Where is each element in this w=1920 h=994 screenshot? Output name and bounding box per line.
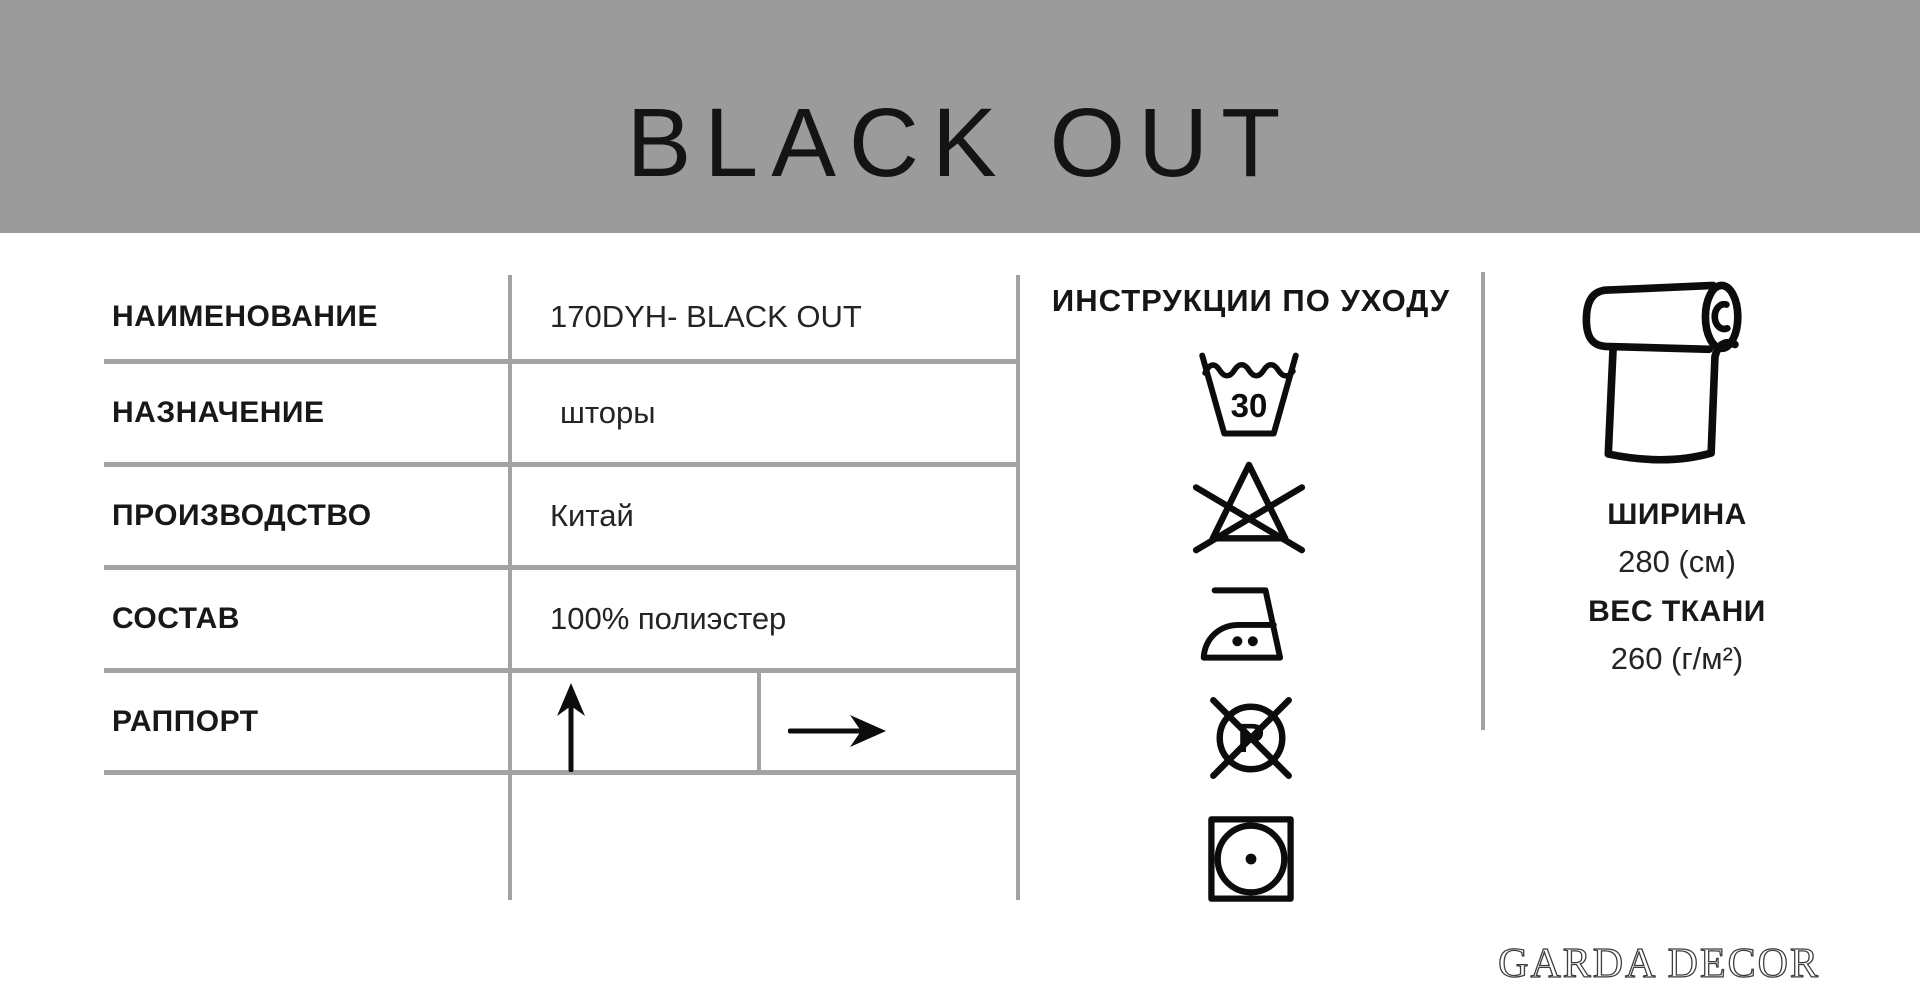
rapport-right-arrow-icon — [788, 707, 888, 755]
svg-text:P: P — [1237, 714, 1265, 761]
row-value-name: 170DYH- BLACK OUT — [550, 299, 862, 334]
rapport-up-arrow-icon — [548, 682, 594, 772]
row-label-rapport: РАППОРТ — [112, 704, 259, 738]
page-title: BLACK OUT — [626, 88, 1294, 197]
width-value: 280 (см) — [1618, 544, 1736, 579]
table-row — [112, 570, 240, 668]
row-value-purpose: шторы — [560, 395, 656, 430]
table-row — [112, 364, 325, 462]
care-section-title: ИНСТРУКЦИИ ПО УХОДУ — [1051, 283, 1451, 318]
title-banner — [0, 0, 1920, 233]
table-vline-left — [508, 275, 512, 900]
iron-two-dots-icon — [1196, 584, 1306, 664]
table-cell — [550, 467, 634, 565]
row-value-production: Китай — [550, 498, 634, 533]
tumble-dry-low-icon — [1206, 813, 1296, 905]
table-row — [112, 467, 372, 565]
row-label-name: НАИМЕНОВАНИЕ — [112, 300, 378, 333]
weight-value: 260 (г/м²) — [1610, 641, 1744, 676]
table-cell — [550, 570, 786, 668]
section-divider — [1481, 272, 1485, 730]
table-vline-right — [1016, 275, 1020, 900]
width-label: ШИРИНА — [1607, 498, 1747, 531]
row-label-production: ПРОИЗВОДСТВО — [112, 499, 372, 532]
brand-logo: GARDA DECOR — [1498, 941, 1820, 987]
do-not-dry-clean-icon — [1205, 692, 1297, 784]
fabric-info-block — [1545, 498, 1809, 692]
table-cell — [560, 364, 655, 462]
row-label-purpose: НАЗНАЧЕНИЕ — [112, 396, 325, 429]
weight-label: ВЕС ТКАНИ — [1588, 595, 1766, 628]
row-value-composition: 100% полиэстер — [550, 601, 787, 636]
table-cell — [550, 275, 862, 359]
table-row — [112, 673, 259, 770]
svg-text:30: 30 — [1230, 387, 1268, 424]
do-not-bleach-icon — [1190, 460, 1308, 556]
fabric-roll-icon — [1574, 275, 1774, 480]
row-label-composition: СОСТАВ — [112, 602, 240, 635]
table-row — [112, 275, 378, 359]
wash-30-icon — [1193, 351, 1305, 439]
table-vline-rapport — [757, 670, 761, 770]
